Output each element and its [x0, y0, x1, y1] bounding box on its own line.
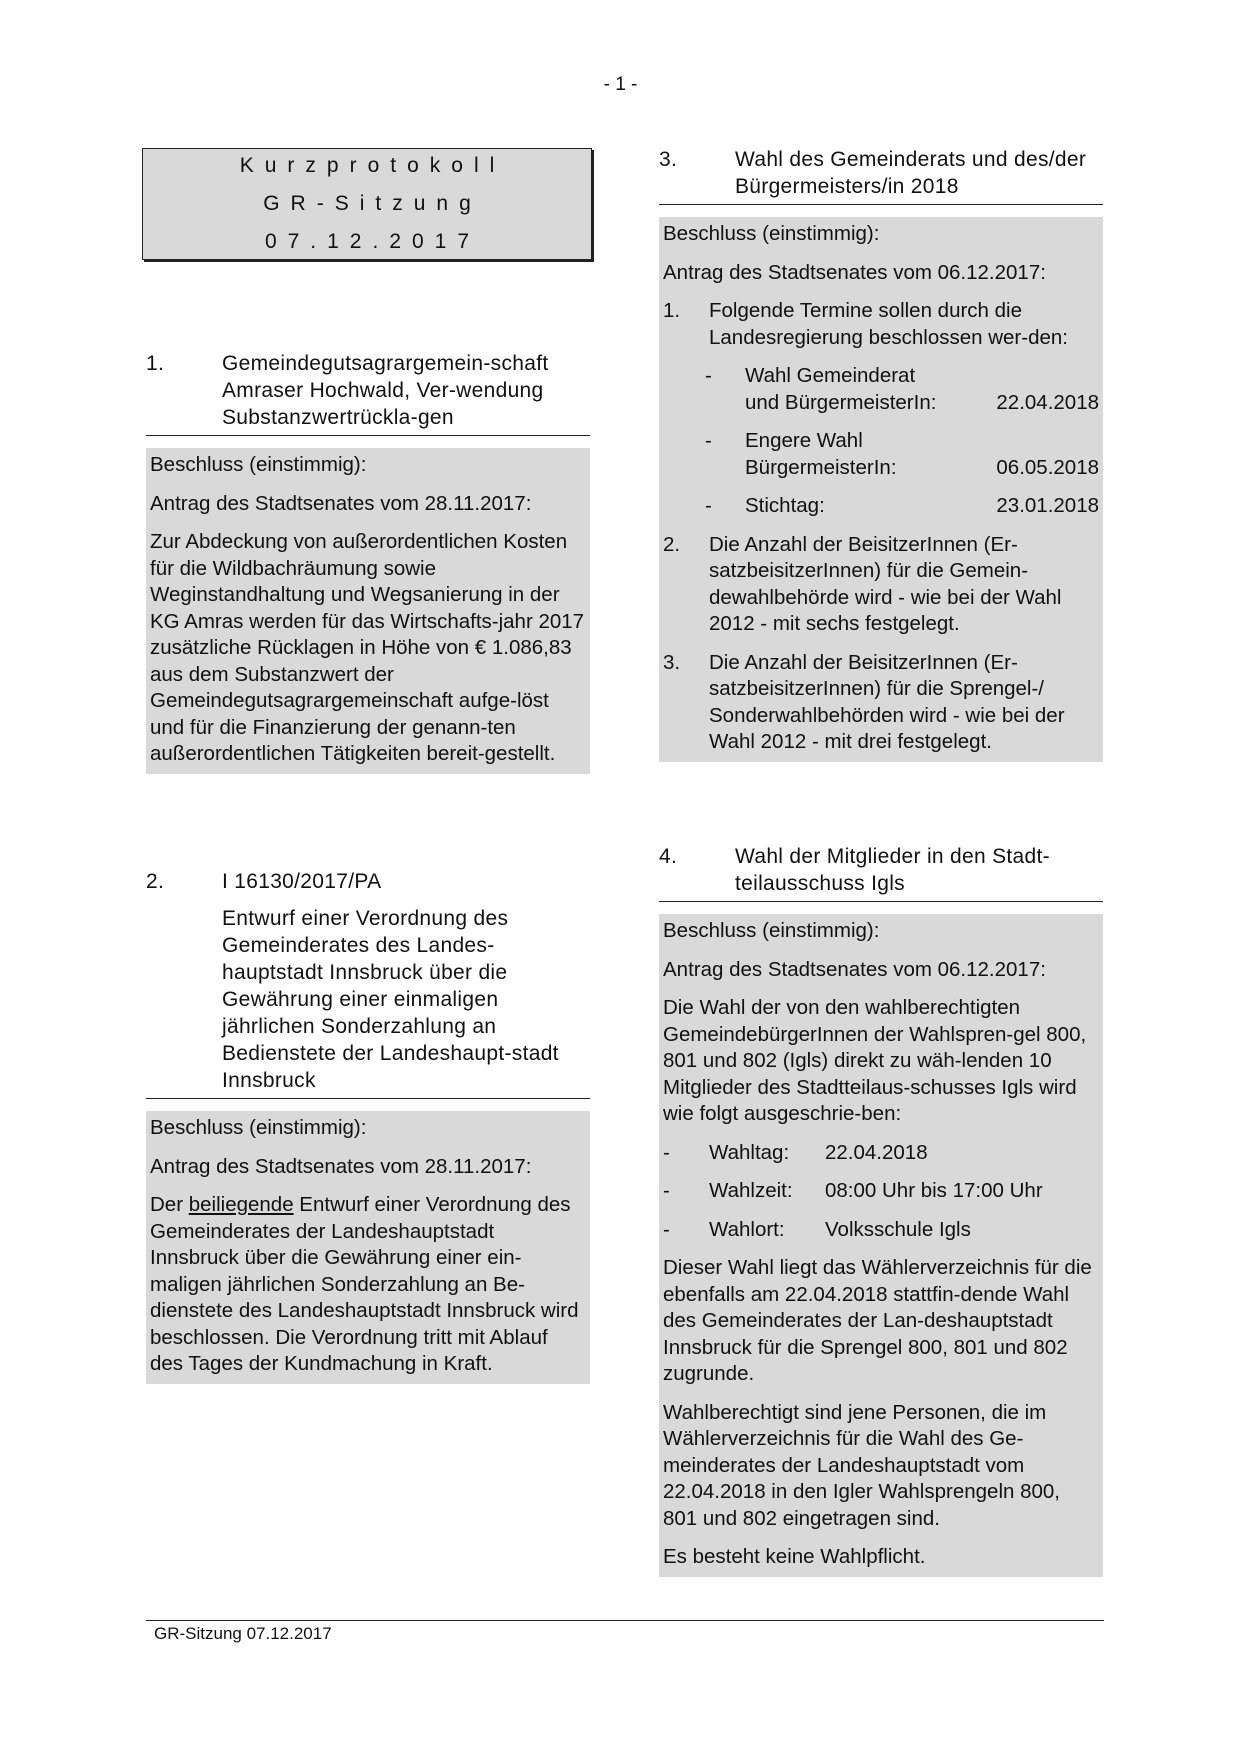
item-3-number: 3. — [659, 148, 678, 171]
item-3-beschluss: Beschluss (einstimmig): — [663, 222, 880, 245]
item-3-antrag: Antrag des Stadtsenates vom 06.12.2017: — [663, 260, 1046, 284]
item-4-intro: Die Wahl der von den wahlberechtigten GemeindebürgerInnen der Wahlspren-gel 800, 801 und 802 (Igls) direkt zu wäh-lenden 10 Mitglieder des Stadtteilaus-schusses Igls wird wie folgt ausgeschrie-ben: — [663, 996, 1087, 1125]
item-4-title: Wahl der Mitglieder in den Stadt-teilausschuss Igls — [735, 845, 1050, 895]
item-2-reference: I 16130/2017/PA — [222, 870, 382, 893]
item-2-text: Der beiliegende Entwurf einer Verordnung des Gemeinderates der Landeshauptstadt Innsbruck über die Gewährung einer ein-maligen jährlichen Sonderzahlung an Be-dienstete des Landeshauptstadt Innsbruck wird beschlossen. Die Verordnung tritt mit Ablauf des Tages der Kundmachung in Kraft. — [150, 1193, 579, 1375]
item-1-text: Zur Abdeckung von außerordentlichen Kosten für die Wildbachräumung sowie Weginstandhaltung und Wegsanierung in der KG Amras werden für das Wirtschafts-jahr 2017 zusätzliche Rücklagen in Höhe von € 1.086,83 aus dem Substanzwert der Gemeindegutsagrargemeinschaft aufge-löst und für die Finanzierung der genann-ten außerordentlichen Tätigkeiten bereit-gestellt. — [150, 530, 585, 765]
footer-divider — [146, 1620, 1104, 1621]
list-item: 1. Folgende Termine sollen durch die Landesregierung beschlossen wer-den: — [663, 299, 1068, 349]
item-3-heading — [659, 146, 1103, 205]
item-2-beschluss: Beschluss (einstimmig): — [150, 1116, 367, 1139]
item-4-details — [663, 1140, 1099, 1244]
item-1-title: Gemeindegutsagrargemein-schaft Amraser Hochwald, Ver-wendung Substanzwertrückla-gen — [222, 352, 549, 429]
list-item: 2. Die Anzahl der BeisitzerInnen (Er-satzbeisitzerInnen) für die Gemein-dewahlbehörde wird - wie bei der Wahl 2012 - mit sechs festgelegt. — [663, 532, 1062, 635]
item-2-heading — [146, 905, 590, 1099]
item-4-resolution-box — [659, 914, 1103, 1577]
item-2-ref-line — [146, 868, 590, 897]
footer-text: GR-Sitzung 07.12.2017 — [154, 1624, 332, 1643]
date-row: - Wahl Gemeinderat und BürgermeisterIn: 22.04.2018 — [705, 364, 1099, 414]
item-2-section — [146, 868, 590, 1384]
list-item: 3. Die Anzahl der BeisitzerInnen (Er-satzbeisitzerInnen) für die Sprengel-/ Sonderwahlbehörden wird - wie bei der Wahl 2012 - mit drei festgelegt. — [663, 650, 1065, 753]
title-box — [142, 148, 592, 260]
title-line-1: Kurzprotokoll — [239, 154, 506, 177]
item-3-points — [663, 298, 1099, 756]
item-1-beschluss: Beschluss (einstimmig): — [150, 453, 367, 476]
title-line-2: GR-Sitzung — [263, 192, 482, 215]
title-line-3: 07.12.2017 — [264, 230, 481, 253]
detail-row: - Wahlzeit: 08:00 Uhr bis 17:00 Uhr — [663, 1179, 1043, 1202]
item-3-resolution-box — [659, 217, 1103, 762]
item-2-antrag: Antrag des Stadtsenates vom 28.11.2017: — [150, 1154, 532, 1178]
item-1-antrag: Antrag des Stadtsenates vom 28.11.2017: — [150, 491, 532, 515]
item-4-paragraph-2: Dieser Wahl liegt das Wählerverzeichnis für die ebenfalls am 22.04.2018 stattfin-dende Wahl des Gemeinderates der Lan-deshauptstadt Innsbruck für die Sprengel 800, 801 und 802 zugrunde. — [663, 1256, 1092, 1385]
item-4-heading — [659, 843, 1103, 902]
item-3-title: Wahl des Gemeinderats und des/der Bürgermeisters/in 2018 — [735, 148, 1087, 198]
election-dates — [705, 363, 1099, 520]
item-2-title: Entwurf einer Verordnung des Gemeinderates des Landes-hauptstadt Innsbruck über die Gewährung einer einmaligen jährlichen Sonderzahlung an Bedienstete der Landeshaupt-stadt Innsbruck — [222, 907, 559, 1092]
detail-row: - Wahltag: 22.04.2018 — [663, 1140, 928, 1164]
item-4-paragraph-4: Es besteht keine Wahlpflicht. — [663, 1545, 926, 1568]
detail-row: - Wahlort: Volksschule Igls — [663, 1217, 971, 1241]
beiliegende-link[interactable]: beiliegende — [188, 1193, 294, 1216]
item-4-paragraph-3: Wahlberechtigt sind jene Personen, die im Wählerverzeichnis für die Wahl des Ge-meinderates der Landeshauptstadt vom 22.04.2018 in den Igler Wahlsprengeln 800, 801 und 802 eingetragen sind. — [663, 1400, 1060, 1530]
item-1-number: 1. — [146, 352, 165, 375]
item-1-resolution-box — [146, 448, 590, 774]
item-4-antrag: Antrag des Stadtsenates vom 06.12.2017: — [663, 957, 1046, 981]
date-row: - Engere Wahl BürgermeisterIn: 06.05.2018 — [705, 429, 1099, 479]
item-1-section — [146, 350, 590, 774]
date-row: - Stichtag: 23.01.2018 — [705, 494, 1099, 517]
item-1-heading — [146, 350, 590, 436]
item-2-number: 2. — [146, 870, 165, 893]
item-2-resolution-box — [146, 1111, 590, 1384]
item-4-number: 4. — [659, 845, 678, 868]
item-4-beschluss: Beschluss (einstimmig): — [663, 919, 880, 942]
page-number: - 1 - — [603, 74, 638, 95]
item-3-section — [659, 146, 1103, 762]
item-4-section — [659, 843, 1103, 1577]
